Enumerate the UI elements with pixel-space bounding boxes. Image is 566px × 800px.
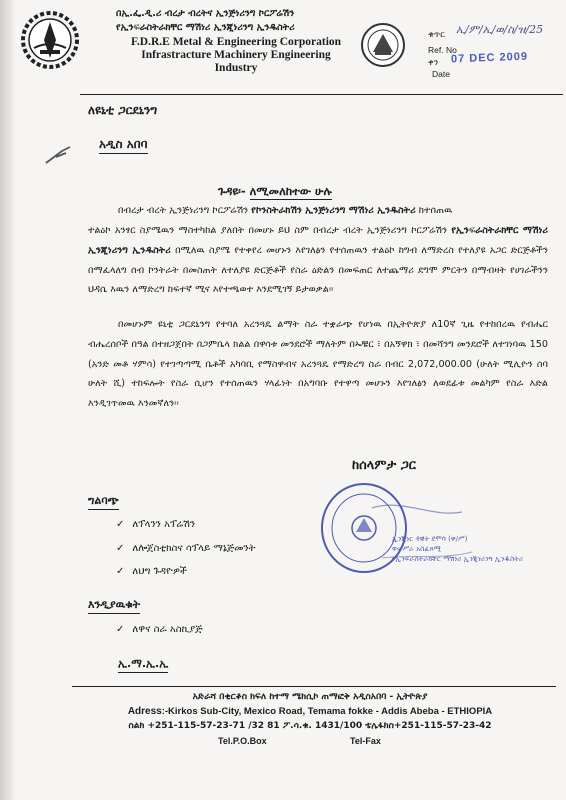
ref-label-amharic: ቁጥር	[428, 29, 445, 39]
sender-initials: ኢ.ማ.ኢ.ኢ	[118, 657, 168, 673]
footer-amharic-address: አድራሻ በቂርቆስ ክፍለ ከተማ ሜክሲኮ ጠማፎቅ አዲስአበባ - ኢትዮጵያ	[192, 692, 428, 702]
header-english-line2: Infrastracture Machinery Engineering	[141, 49, 331, 61]
para1-text-a: በብረታ ብረት ኢንጅነሪንግ ኮርፖሬሽን	[118, 205, 249, 216]
paragraph-1-first-line	[118, 201, 548, 221]
closing-salutation: ከሰላምታ ጋር	[352, 458, 416, 473]
subject-label: ጉዳዩ፡-	[218, 184, 246, 198]
header-amharic-name	[116, 7, 356, 35]
subject-text: ለሚመለከተው ሁሉ	[249, 184, 332, 198]
checkmark-icon: ✓	[116, 624, 125, 635]
header-english-name	[116, 36, 356, 75]
address-label: Adress	[127, 705, 162, 717]
cc-item-label: ለሎጀስቲክስና ሳፕላይ ማኔጅመንት	[132, 543, 256, 554]
date-label-amharic: ቀን	[428, 57, 439, 67]
telfax-label: Tel-Fax	[350, 735, 381, 746]
pobox-label: Tel.P.O.Box	[218, 735, 267, 746]
cc-item-label: ለህግ ጉዳዮዎች	[132, 566, 187, 577]
para1-bold-name-b: የኢንፍራስትራክቸር ማሽነሪ ኢንጂነሪንግ ኢንዱስትሪ	[88, 225, 548, 256]
industry-logo-icon	[360, 22, 406, 68]
corporation-logo-icon	[20, 10, 80, 70]
cc-item	[116, 519, 195, 530]
address-value: :-Kirkos Sub-City, Mexico Road, Temama fokke - Addis Abeba - ETHIOPIA	[161, 705, 493, 717]
stamp-text-line2: ዋና ሥራ አስፈጻሚ	[392, 545, 442, 553]
addressee: ለዩኒቲ ጋርደኒንግ	[88, 103, 158, 117]
stamp-text-line3: የኢንፍራስትራክቸር ማሽነሪ ኢንጂነሪንግ ኢንዱስትሪ	[392, 555, 524, 563]
footer	[60, 690, 560, 748]
footer-english-address	[60, 705, 560, 720]
para1-text-c: ተልዕኮ አንፃር ስያሜዉን ማስተካከል ያለበት በመሆኑ ይህ ስም በብረታ ብረት ኢንጅነሪንግ ኮርፖሬሽን	[88, 225, 448, 236]
cc-item	[116, 543, 255, 554]
para1-text-d: በሚለዉ ስያሜ የተቀየረ መሆኑን እየገለፅን የተሰጠዉን ተልዕኮ ከግብ ለማድረስ የተለያዩ አጋር ድርጅቶችን በማፈላለግ ሰብ ኮንትራት በመስጠት ለተለያዩ ድርጅቶች የስራ ዕድልን በመፍጠር ለተጨማሪ ደግሞ ምርትን በማብዛት የሀገራችንን ህዳሴ እዉን ለማድረግ ከፍተኛ ሚና እየተጫወተ እንደሚገኝ ይታወቃል፡፡	[88, 244, 548, 296]
checkmark-icon: ✓	[116, 543, 125, 554]
checkmark-icon: ✓	[116, 566, 125, 577]
margin-scribble-icon	[44, 143, 74, 167]
cc-item	[116, 566, 187, 577]
header-amharic-line2: የኢንፍራስትራክቸር ማሽነሪ ኢንጂነሪንግ ኢንዱስትሪ	[116, 22, 295, 33]
addressee-city: አዲስ አበባ	[99, 137, 148, 154]
stamp-text	[392, 534, 542, 564]
for-information-item	[116, 624, 203, 635]
date-label: Date	[432, 69, 450, 79]
footer-phone-line: ስልክ +251-115-57-23-71 /32 81 ፖ.ሳ.ቁ. 1431/100 ቴሌፋክስ+251-115-57-23-42	[128, 721, 492, 731]
footer-divider	[72, 686, 556, 687]
para1-bold-name-a: የኮንስትራክሽን ኢንጅነሪንግ ማሽነሪ ኢንዱስትሪ	[251, 205, 416, 216]
stamp-text-line1: ኢንጂነር ዳዊት ደሞሳ (ዋ/ሥ)	[392, 535, 468, 543]
paragraph-1-body	[88, 221, 548, 300]
para1-text-b: ከተሰጠዉ	[418, 205, 453, 216]
ref-handwritten-number: ኢ/ም/ኢ/ወ/ስ/ዝ/25	[456, 23, 544, 36]
page-edge-shadow	[0, 0, 16, 800]
date-stamp: 07 DEC 2009	[450, 50, 529, 66]
subject-line	[218, 184, 332, 199]
header-english-line3: Industry	[214, 62, 258, 74]
for-information-item-label: ለዋና ስራ አስኪያጅ	[132, 624, 203, 635]
header-divider	[80, 94, 563, 95]
official-stamp	[312, 468, 492, 590]
checkmark-icon: ✓	[116, 519, 125, 530]
ref-no-label: Ref. No	[428, 45, 457, 55]
cc-title: ግልባጭ	[88, 494, 119, 510]
cc-item-label: ለፕላንን አፕሬሽን	[132, 519, 196, 530]
header-english-line1: F.D.R.E Metal & Engineering Corporation	[130, 36, 342, 48]
header-amharic-line1: በኢ.ፌ.ዲ.ሪ ብረታ ብረትና ኢንጅነሪንግ ኮርፖሬሽን	[116, 8, 295, 19]
for-information-title: እንዲያዉቁት	[88, 598, 140, 614]
paragraph-2: በመሆኑም ዩኒቲ ጋርደኒንግ የተባለ አረንጓዴ ልማት ስራ ተቋራጭ የሆነዉ በኢትዮጵያ ለ10ኛ ጊዜ የተከበረዉ የብሔር ብሔረሰቦች በዓል በተዘጋጀበት በጋምቤላ ክልል በዋሳቱ መንደሮች ማለትም በኡቹር ፣ በአኝዋክ ፣ በመሻንግ መንደሮች ለተገነባዉ 150 (አንድ መቶ ሃምሳ) የተገጣጣሚ ቤቶች አካባቢ የማስዋብና አረንጓዴ የማድረግ ስራ በብር 2,072,000.00 (ሁለት ሚሊዮን ሰባ ሁለት ሺ) ተከፍሎት የስራ ሲሆን የተሰጠዉን ሃላፊነት በአግባቡ የተዋጣ መሆኑን እየገለፅን ለወደፊቱ መልካም የስራ እድል እንዲገጥመዉ እንመኛለን፡፡	[88, 319, 548, 410]
